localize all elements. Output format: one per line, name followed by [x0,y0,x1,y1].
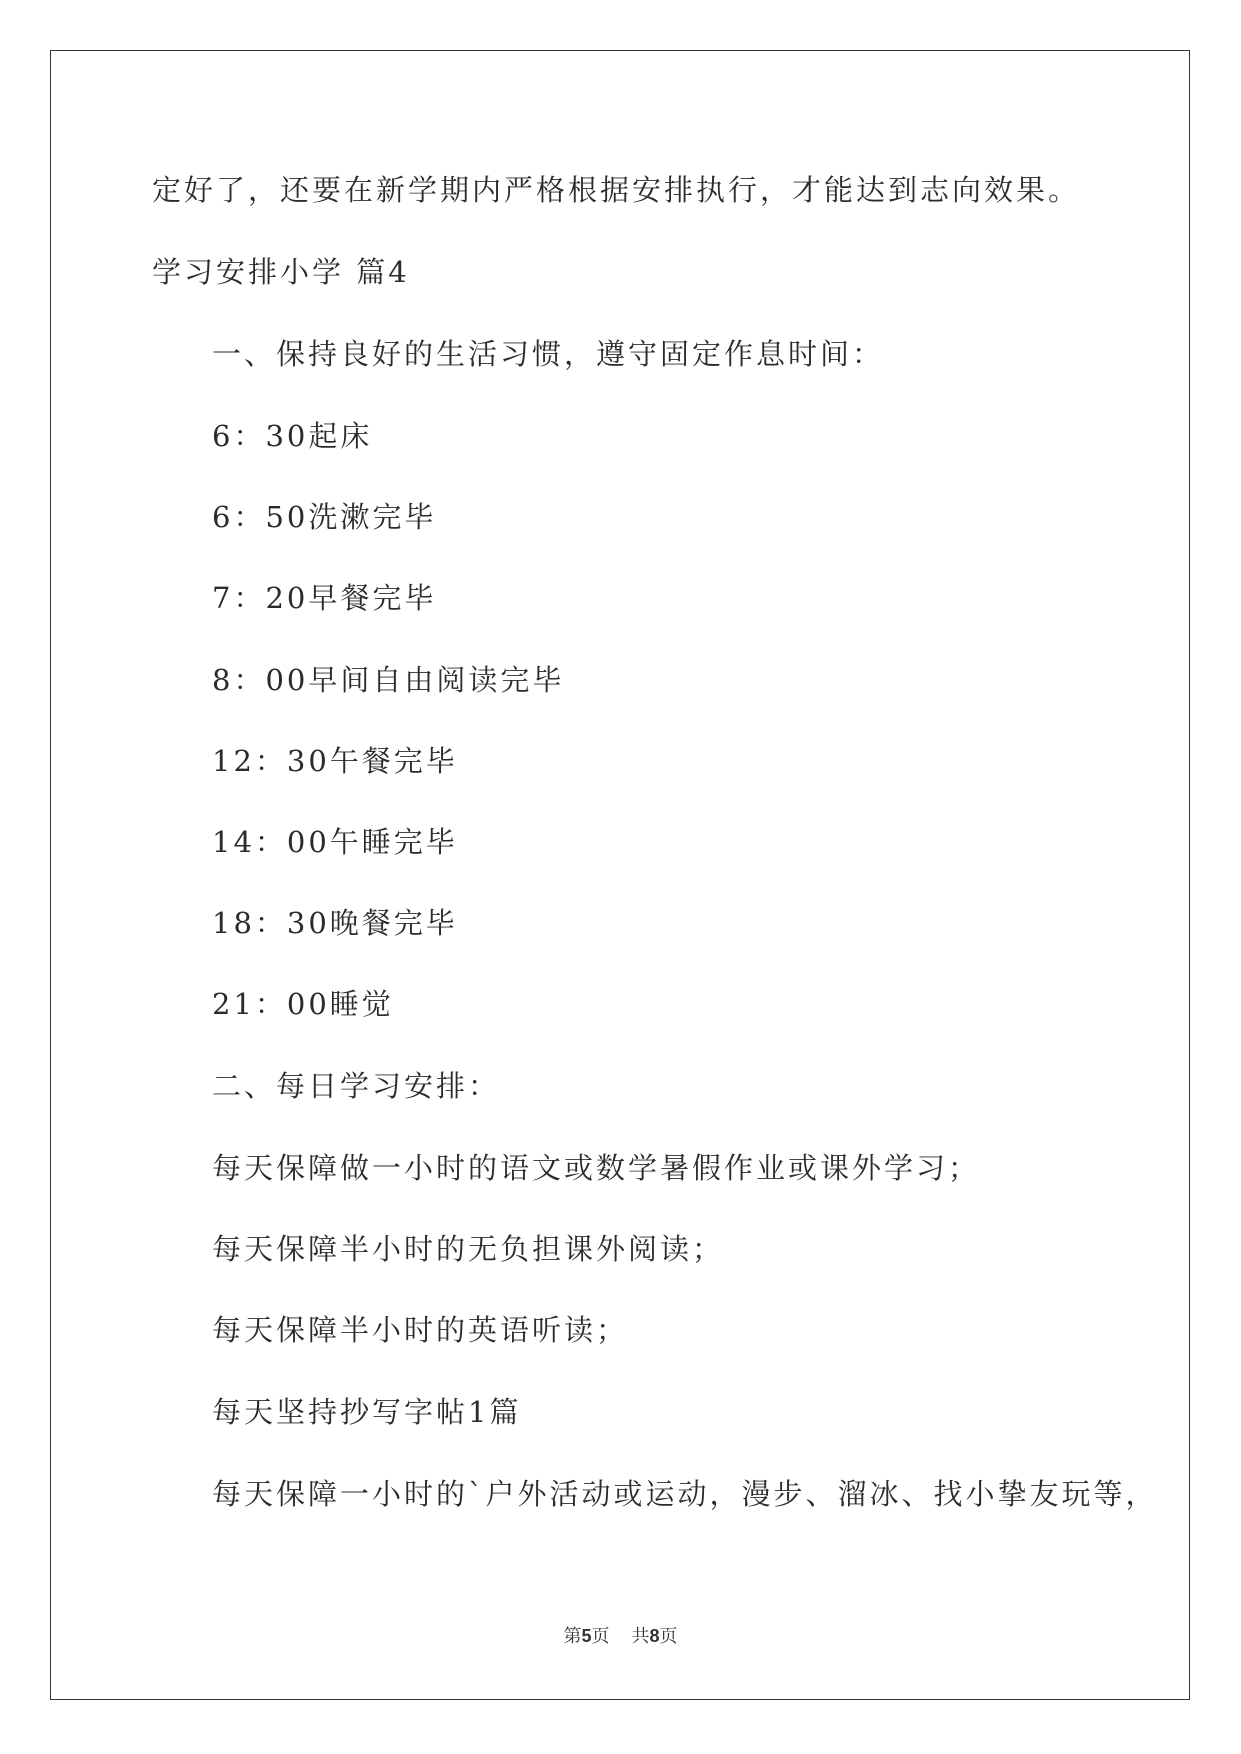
study-item: 每天保障半小时的英语听读； [212,1313,629,1347]
schedule-item: 18：30晚餐完毕 [212,906,458,940]
subheading-daily-study: 二、每日学习安排： [212,1069,501,1103]
schedule-item: 6：50洗漱完毕 [212,500,437,534]
schedule-item: 21：00睡觉 [212,987,394,1021]
schedule-item: 14：00午睡完毕 [212,825,458,859]
page-footer [0,1624,1241,1649]
subheading-routine: 一、保持良好的生活习惯，遵守固定作息时间： [212,337,885,371]
study-item: 每天保障半小时的无负担课外阅读； [212,1232,725,1266]
schedule-item: 8：00早间自由阅读完毕 [212,663,565,697]
current-page-number: 5 [581,1626,592,1646]
schedule-item: 6：30起床 [212,419,373,453]
total-suffix: 页 [659,1626,678,1647]
schedule-item: 7：20早餐完毕 [212,581,437,615]
page-border [50,50,1190,1700]
total-page-number: 8 [649,1626,660,1646]
study-item: 每天保障一小时的`户外活动或运动，漫步、溜冰、找小挚友玩等， [212,1477,1158,1511]
study-item: 每天坚持抄写字帖1篇 [212,1395,522,1429]
page-prefix: 第 [563,1626,582,1647]
schedule-item: 12：30午餐完毕 [212,744,458,778]
text-line-continuation: 定好了，还要在新学期内严格根据安排执行，才能达到志向效果。 [152,173,1081,207]
total-prefix: 共 [631,1626,650,1647]
study-item: 每天保障做一小时的语文或数学暑假作业或课外学习； [212,1151,981,1185]
section-heading: 学习安排小学 篇4 [152,255,410,289]
page-suffix: 页 [591,1626,610,1647]
